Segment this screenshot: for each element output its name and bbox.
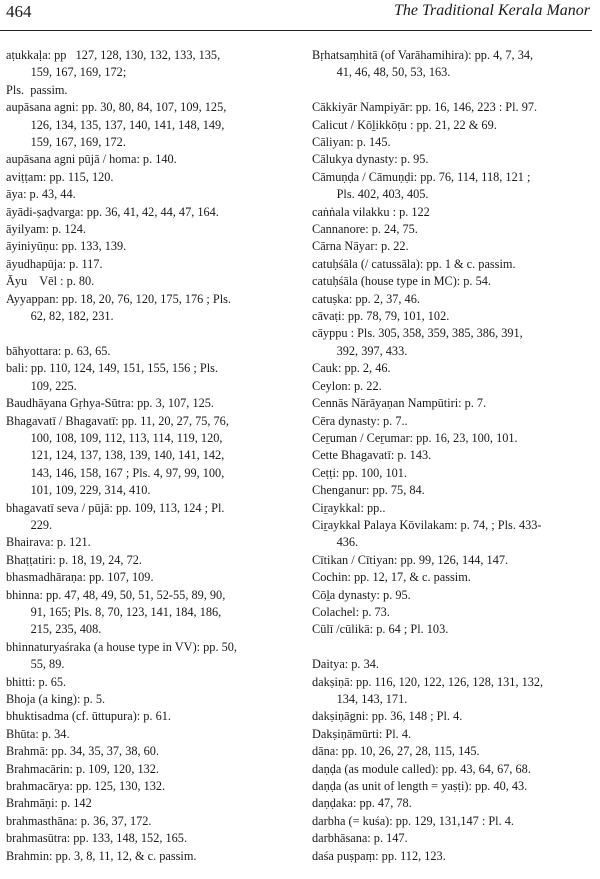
index-entry-line: Ayyappan: pp. 18, 20, 76, 120, 175, 176 ; Pls.	[6, 291, 231, 306]
index-entry-line: Cākkiyār Nampiyār: pp. 16, 146, 223 : Pl. 97.	[312, 100, 538, 115]
index-entry-line: Cālukya dynasty: p. 95.	[312, 152, 429, 167]
index-entry-line: 55, 89.	[6, 657, 65, 672]
index-entry	[6, 500, 292, 535]
index-entry-line: 62, 82, 182, 231.	[6, 309, 114, 324]
index-entry-line: Chenganur: pp. 75, 84.	[312, 483, 425, 498]
index-entry	[6, 256, 292, 273]
index-entry	[312, 308, 596, 325]
index-entry	[6, 413, 292, 500]
index-entry-line: 100, 108, 109, 112, 113, 114, 119, 120,	[6, 430, 223, 445]
header-rule	[0, 30, 592, 31]
index-entry-line: 109, 225.	[6, 378, 77, 393]
index-entry	[6, 82, 292, 99]
index-entry-line: 229.	[6, 517, 53, 532]
index-entry	[6, 743, 292, 760]
index-entry-line: aviṭṭam: pp. 115, 120.	[6, 169, 114, 184]
index-entry-line: 134, 143, 171.	[312, 692, 408, 706]
index-entry-line: bhuktisadma (cf. ūttupura): p. 61.	[6, 709, 171, 724]
index-entry-line: Cītikan / Cītiyan: pp. 99, 126, 144, 147.	[312, 552, 509, 567]
index-entry	[6, 848, 292, 865]
index-entry	[312, 291, 596, 308]
index-entry-line: aupāsana agni: pp. 30, 80, 84, 107, 109, 125,	[6, 100, 227, 115]
index-entry-line: Āyu Vēl : p. 80.	[6, 274, 95, 289]
index-entry	[312, 569, 596, 586]
index-entry	[312, 708, 596, 725]
index-entry	[6, 778, 292, 795]
index-entry	[312, 273, 596, 290]
index-entry-line: Cette Bhagavatī: p. 143.	[312, 448, 432, 463]
index-entry-line: Brahmāṇi: p. 142	[6, 796, 92, 811]
index-entry-line: Cauk: pp. 2, 46.	[312, 361, 391, 376]
index-entry	[312, 395, 596, 412]
index-entry	[6, 221, 292, 238]
index-entry	[6, 99, 292, 151]
index-entry-line: Cēra dynasty: p. 7..	[312, 413, 408, 428]
section-gap	[312, 639, 596, 656]
index-entry-line: āyiniyūṇu: pp. 133, 139.	[6, 239, 127, 254]
index-entry	[6, 795, 292, 812]
index-entry-line: Bhoja (a king): p. 5.	[6, 692, 106, 707]
index-entry	[6, 360, 292, 395]
index-entry-line: Ceylon: p. 22.	[312, 378, 382, 393]
index-entry-line: dakṣiṇā: pp. 116, 120, 122, 126, 128, 131, 132,	[312, 674, 544, 689]
index-entry-line: dakṣiṇāgni: pp. 36, 148 ; Pl. 4.	[312, 709, 463, 724]
index-entry	[312, 587, 596, 604]
index-entry	[6, 169, 292, 186]
index-entry-line: Daitya: p. 34.	[312, 657, 379, 672]
section-gap	[312, 82, 596, 99]
index-entry-line: catuḥśāla (/ catussāla): pp. 1 & c. passim.	[312, 256, 516, 271]
index-entry	[312, 378, 596, 395]
page-number: 464	[6, 2, 32, 21]
index-entry-line: brahmacārya: pp. 125, 130, 132.	[6, 779, 166, 794]
index-entry-line: daṇḍa (as module called): pp. 43, 64, 67, 68.	[312, 761, 531, 776]
index-entry-line: Ceṭṭi: pp. 100, 101.	[312, 465, 407, 480]
index-entry	[312, 465, 596, 482]
index-entry	[312, 238, 596, 255]
index-entry-line: Baudhāyana Gṛhya-Sūtra: pp. 3, 107, 125.	[6, 396, 214, 411]
running-title: The Traditional Kerala Manor	[393, 2, 590, 19]
index-entry-line: Bhaṭṭatiri: p. 18, 19, 24, 72.	[6, 552, 142, 567]
index-entry	[312, 552, 596, 569]
index-entry	[6, 569, 292, 586]
index-entry-line: Ciṟaykkal: pp..	[312, 500, 386, 515]
index-entry-line: Cāmuṇḍa / Cāmuṇḍi: pp. 76, 114, 118, 121 ;	[312, 169, 531, 184]
index-entry	[312, 99, 596, 116]
index-entry-line: bhitti: p. 65.	[6, 674, 67, 689]
index-entry-line: Calicut / Kōḻikkōṭu : pp. 21, 22 & 69.	[312, 117, 497, 132]
index-entry-line: Bhagavatī / Bhagavatī: pp. 11, 20, 27, 75, 76,	[6, 413, 229, 428]
index-entry-line: daṇḍaka: pp. 47, 78.	[312, 796, 412, 811]
index-entry-line: Cennās Nārāyaṇan Nampūtiri: p. 7.	[312, 396, 487, 411]
index-entry	[6, 639, 292, 674]
index-entry	[312, 500, 596, 517]
index-entry	[312, 221, 596, 238]
index-entry-line: cāyppu : Pls. 305, 358, 359, 385, 386, 391,	[312, 326, 523, 341]
index-entry-line: Brahmin: pp. 3, 8, 11, 12, & c. passim.	[6, 848, 197, 863]
index-entry-line: 392, 397, 433.	[312, 343, 408, 358]
index-entry	[312, 430, 596, 447]
index-column-right	[312, 47, 596, 865]
index-entry	[312, 761, 596, 778]
index-entry-line: āyudhapūja: p. 117.	[6, 256, 103, 271]
index-entry	[312, 134, 596, 151]
index-entry-line: daśa puṣpaṃ: pp. 112, 123.	[312, 848, 446, 863]
index-entry-line: 159, 167, 169, 172.	[6, 135, 126, 150]
index-entry	[6, 552, 292, 569]
index-entry-line: 91, 165; Pls. 8, 70, 123, 141, 184, 186,	[6, 604, 222, 619]
index-entry-line: caṅṅala vilakku : p. 122	[312, 204, 430, 219]
index-entry-line: āya: p. 43, 44.	[6, 187, 76, 202]
index-entry	[312, 848, 596, 865]
index-entry	[312, 204, 596, 221]
index-entry-line: bāhyottara: p. 63, 65.	[6, 343, 111, 358]
index-entry	[312, 151, 596, 168]
index-entry-line: 143, 146, 158, 167 ; Pls. 4, 97, 99, 100,	[6, 465, 225, 480]
index-entry	[6, 674, 292, 691]
index-entry-line: daṇḍa (as unit of length = yaṣṭi): pp. 40, 43.	[312, 779, 528, 794]
index-entry-line: āyādi-ṣaḍvarga: pp. 36, 41, 42, 44, 47, 164.	[6, 204, 219, 219]
index-entry-line: brahmasthāna: p. 36, 37, 172.	[6, 813, 152, 828]
index-entry-line: 436.	[312, 535, 359, 550]
index-entry-line: catuḥśāla (house type in MC): p. 54.	[312, 274, 491, 289]
index-entry-line: aupāsana agni pūjā / homa: p. 140.	[6, 152, 177, 167]
index-entry	[312, 656, 596, 673]
index-entry	[312, 413, 596, 430]
index-entry	[6, 691, 292, 708]
index-entry-line: 215, 235, 408.	[6, 622, 102, 637]
index-entry-line: Ciṟaykkal Palaya Kōvilakam: p. 74, ; Pls. 433-	[312, 517, 542, 532]
index-entry	[312, 604, 596, 621]
index-entry	[6, 186, 292, 203]
index-entry-line: Bṛhatsaṃhitā (of Varāhamihira): pp. 4, 7, 34,	[312, 48, 534, 62]
index-entry-line: Ceṟuman / Ceṟumar: pp. 16, 23, 100, 101.	[312, 430, 518, 445]
section-gap	[6, 326, 292, 343]
index-entry-line: bhinnaturyaśraka (a house type in VV): pp. 50,	[6, 639, 237, 654]
index-entry	[312, 795, 596, 812]
index-entry	[312, 517, 596, 552]
index-entry	[312, 813, 596, 830]
index-entry	[6, 291, 292, 326]
index-entry-line: Cannanore: p. 24, 75.	[312, 222, 418, 237]
index-entry-line: 159, 167, 169, 172;	[6, 65, 127, 80]
index-entry	[312, 325, 596, 360]
index-entry-line: 126, 134, 135, 137, 140, 141, 148, 149,	[6, 117, 225, 132]
index-entry-line: 41, 46, 48, 50, 53, 163.	[312, 65, 451, 80]
index-entry	[6, 708, 292, 725]
index-entry-line: Dakṣiṇāmūrti: Pl. 4.	[312, 726, 412, 741]
index-entry	[6, 534, 292, 551]
index-entry	[6, 813, 292, 830]
index-entry	[312, 169, 596, 204]
index-entry-line: Brahmā: pp. 34, 35, 37, 38, 60.	[6, 744, 160, 759]
index-entry	[312, 256, 596, 273]
index-entry	[312, 778, 596, 795]
index-entry-line: dāna: pp. 10, 26, 27, 28, 115, 145.	[312, 744, 480, 759]
index-entry	[312, 621, 596, 638]
index-entry	[6, 343, 292, 360]
index-entry	[312, 117, 596, 134]
index-entry-line: Pls. 402, 403, 405.	[312, 187, 429, 202]
index-entry	[6, 761, 292, 778]
index-entry	[312, 726, 596, 743]
index-entry	[6, 830, 292, 847]
index-entry	[312, 830, 596, 847]
index-entry	[312, 482, 596, 499]
index-entry	[6, 587, 292, 639]
index-column-left	[6, 47, 292, 865]
index-entry-line: cāvaṭi: pp. 78, 79, 101, 102.	[312, 309, 450, 324]
index-entry	[312, 447, 596, 464]
index-entry-line: darbha (= kuśa): pp. 129, 131,147 : Pl. 4.	[312, 813, 514, 828]
index-entry-line: bali: pp. 110, 124, 149, 151, 155, 156 ; Pls.	[6, 361, 219, 376]
index-entry	[6, 273, 292, 290]
index-entry	[6, 151, 292, 168]
index-entry-line: Colachel: p. 73.	[312, 604, 390, 619]
index-entry-line: Cārna Nāyar: p. 22.	[312, 239, 409, 254]
page-header	[6, 2, 590, 28]
index-entry-line: Brahmacārin: p. 109, 120, 132.	[6, 761, 159, 776]
index-entry-line: bhagavatī seva / pūjā: pp. 109, 113, 124 ; Pl.	[6, 500, 225, 515]
index-entry-line: catuṣka: pp. 2, 37, 46.	[312, 291, 420, 306]
index-entry	[6, 238, 292, 255]
index-entry-line: bhinna: pp. 47, 48, 49, 50, 51, 52-55, 89, 90,	[6, 587, 226, 602]
index-entry-line: bhasmadhāraṇa: pp. 107, 109.	[6, 570, 154, 585]
index-entry-line: āyilyam: p. 124.	[6, 222, 86, 237]
index-entry	[6, 47, 292, 82]
index-entry-line: Pls. passim.	[6, 82, 68, 97]
index-entry-line: Bhūta: p. 34.	[6, 726, 70, 741]
index-entry	[312, 360, 596, 377]
index-entry-line: Cochin: pp. 12, 17, & c. passim.	[312, 570, 471, 585]
index-entry-line: 101, 109, 229, 314, 410.	[6, 483, 151, 498]
index-entry-line: Bhairava: p. 121.	[6, 535, 91, 550]
index-entry-line: Cāliyan: p. 145.	[312, 135, 391, 150]
index-entry	[6, 726, 292, 743]
index-entry-line: brahmasūtra: pp. 133, 148, 152, 165.	[6, 831, 188, 846]
index-entry-line: Cūlī /cūlikā: p. 64 ; Pl. 103.	[312, 622, 449, 637]
index-entry	[312, 47, 596, 82]
index-entry-line: Cōḻa dynasty: p. 95.	[312, 587, 411, 602]
index-entry-line: darbhāsana: p. 147.	[312, 831, 408, 846]
index-entry	[6, 204, 292, 221]
index-entry	[312, 674, 596, 709]
index-entry	[312, 743, 596, 760]
index-entry-line: 121, 124, 137, 138, 139, 140, 141, 142,	[6, 448, 225, 463]
index-entry	[6, 395, 292, 412]
index-entry-line: aṭukkaḷa: pp 127, 128, 130, 132, 133, 135,	[6, 48, 221, 62]
